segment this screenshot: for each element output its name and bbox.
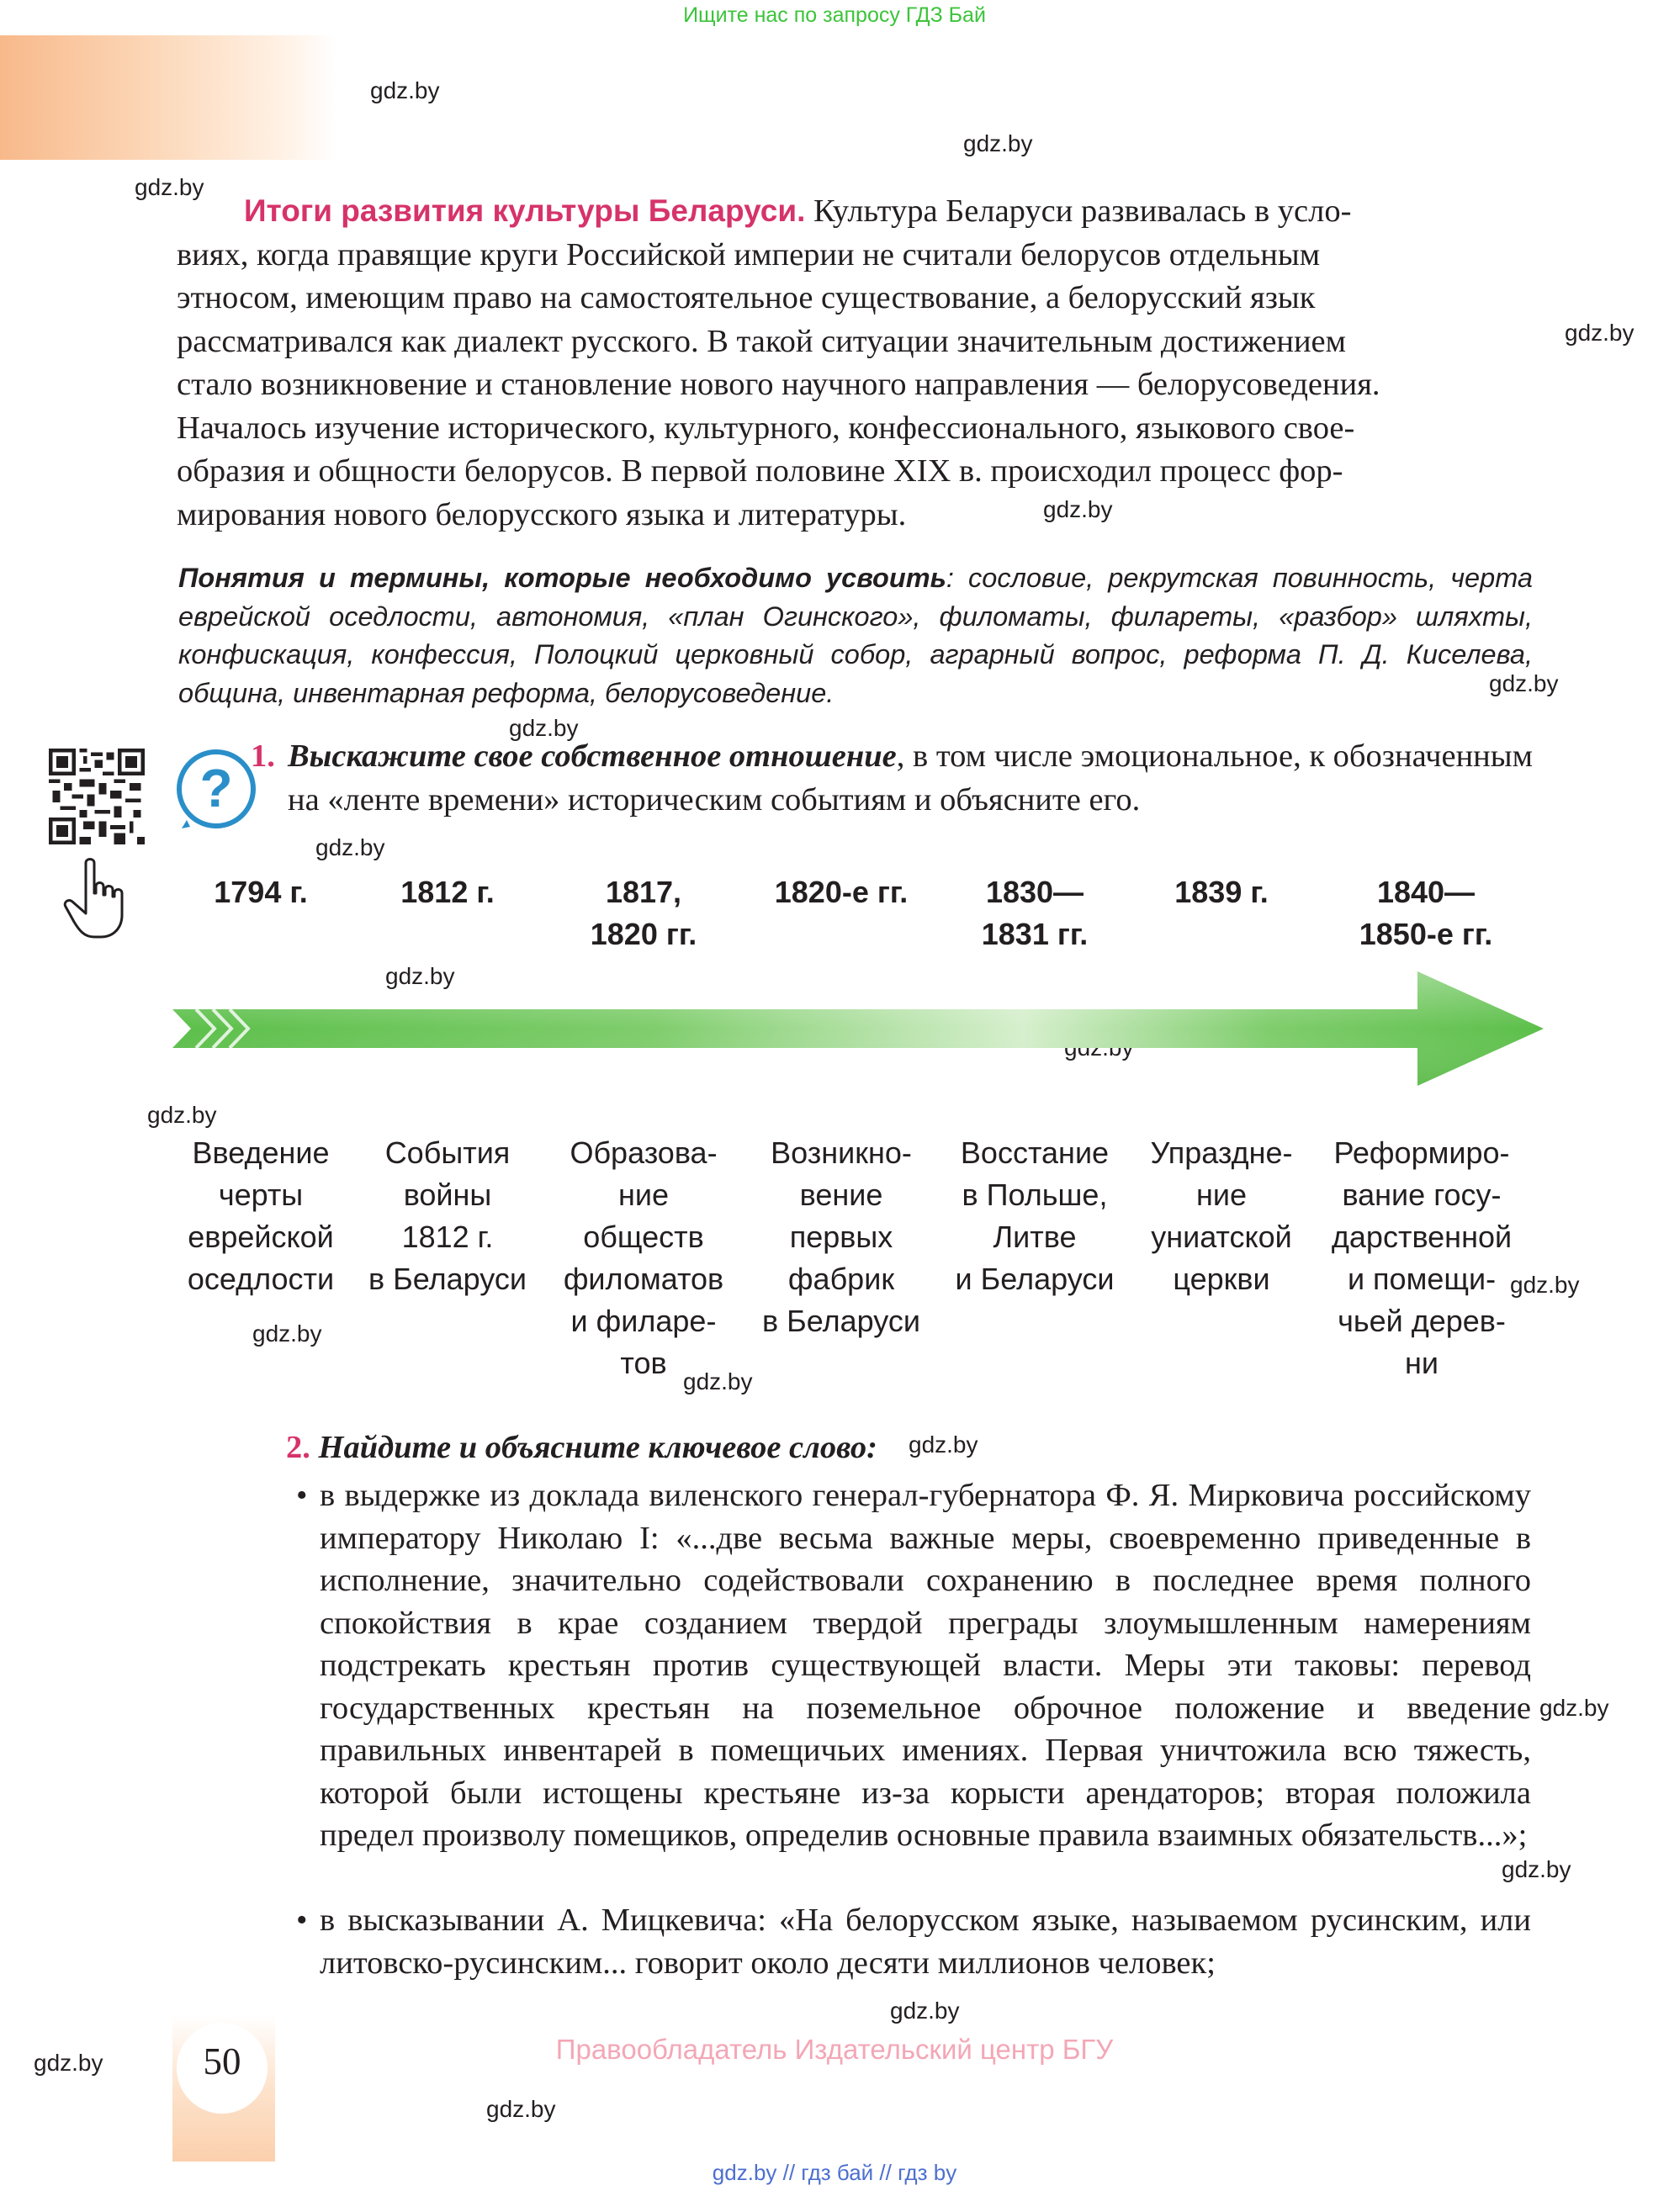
task-2-bullet xyxy=(296,1899,1531,1984)
section-line: Культура Беларуси развивалась в усло- xyxy=(813,193,1352,229)
section-line: виях, когда правящие круги Российской империи не считали белорусов отдельным xyxy=(177,236,1321,273)
watermark: gdz.by xyxy=(252,1320,322,1347)
svg-text:?: ? xyxy=(199,758,233,818)
task-1 xyxy=(251,734,1534,822)
task-2-title: Найдите и объясните ключевое слово: xyxy=(318,1430,877,1465)
watermark: gdz.by xyxy=(315,834,385,860)
timeline-year: 1820-е гг. xyxy=(774,875,909,909)
bullet-icon: • xyxy=(296,1478,308,1513)
timeline-event: События войны 1812 г. в Беларуси xyxy=(368,1135,527,1296)
watermark: gdz.by xyxy=(34,2050,103,2076)
task-1-number: 1. xyxy=(251,738,275,774)
section-first-line xyxy=(177,189,1531,234)
section-line: образия и общности белорусов. В первой половине XIX в. происходил процесс фор- xyxy=(177,453,1343,489)
terms-block xyxy=(178,559,1533,712)
bullet-icon: • xyxy=(296,1902,308,1938)
watermark: gdz.by xyxy=(1043,496,1113,522)
watermark: gdz.by xyxy=(1510,1272,1580,1298)
task-2-bullet xyxy=(296,1474,1531,1857)
task-2-bullet-text: в выдержке из доклада виленского генерал-губернатора Ф. Я. Мирковича российскому императору Николаю I: «...две весьма важные меры, своевременно приведенные в исполнение, значительно содействовали сохранению в последнее время полного спокойствия в крае созданием твердой преграды злоумышленным намерениям подстрекать крестьян против существующей власти. Меры эти таковы: перевод государственных крестьян на поземельное оброчное положение и введение правильных инвентарей в помещичьих имениях. Первая уничтожила всю тяжесть, которой были истощены крестьяне из-за корысти арендаторов; вторая положила предел произволу помещиков, определив основные правила взаимных обязательств...»; xyxy=(320,1478,1531,1853)
watermark: gdz.by xyxy=(509,715,579,741)
watermark: gdz.by xyxy=(683,1368,753,1394)
timeline-year: 1840— 1850-е гг. xyxy=(1359,875,1493,951)
timeline-year: 1812 г. xyxy=(400,875,495,909)
watermark: gdz.by xyxy=(1539,1695,1609,1721)
watermark: gdz.by xyxy=(909,1431,978,1458)
qr-code-icon[interactable] xyxy=(49,749,145,844)
terms-label: Понятия и термины, которые необходимо усвоить xyxy=(178,563,946,593)
page-number: 50 xyxy=(203,2040,241,2082)
watermark: gdz.by xyxy=(1489,670,1559,696)
footer-links[interactable]: gdz.by // гдз бай // гдз by xyxy=(712,2160,957,2185)
timeline-event: Возникно- вение первых фабрик в Беларуси xyxy=(762,1135,920,1338)
section-line: стало возникновение и становление нового научного направления — белорусоведения. xyxy=(177,367,1380,402)
terms-text: : сословие, рекрутская повинность, черта еврейской оседлости, автономия, «план Огинского», филоматы, филареты, «разбор» шляхты, конфискация, конфессия, Полоцкий церковный собор, аграрный вопрос, реформа П. Д. Киселева, община, инвентарная реформа, белорусоведение. xyxy=(178,563,1533,708)
top-banner[interactable]: Ищите нас по запросу ГДЗ Бай xyxy=(683,3,986,27)
watermark: gdz.by xyxy=(1565,320,1635,346)
watermark: gdz.by xyxy=(147,1102,217,1128)
timeline-event: Упраздне- ние униатской церкви xyxy=(1150,1135,1293,1296)
timeline-year: 1794 г. xyxy=(214,875,308,909)
task-1-title: Выскажите свое собственное отношение xyxy=(288,738,897,774)
section-line: рассматривался как диалект русского. В такой ситуации значительным достижением xyxy=(177,323,1347,359)
timeline-year: 1839 г. xyxy=(1174,875,1269,909)
watermark: gdz.by xyxy=(1502,1856,1571,1882)
timeline-year: 1830— 1831 гг. xyxy=(981,875,1089,951)
task-2-number: 2. xyxy=(286,1430,310,1465)
question-mark-icon xyxy=(173,746,259,832)
timeline-event: Введение черты еврейской оседлости xyxy=(187,1135,335,1296)
section-heading: Итоги развития культуры Беларуси. xyxy=(244,193,806,228)
timeline-event: Образова- ние обществ филоматов и филаре- тов xyxy=(563,1135,724,1380)
section-line: мирования нового белорусского языка и литературы. xyxy=(177,496,907,532)
hand-pointer-icon xyxy=(61,856,133,940)
watermark: gdz.by xyxy=(890,1998,960,2024)
watermark: gdz.by xyxy=(963,130,1033,156)
watermark: gdz.by xyxy=(486,2096,556,2122)
task-2-bullet-text: в высказывании А. Мицкевича: «На белорусском языке, называемом русинским, или литовско-русинским... говорит около десяти миллионов человек; xyxy=(320,1902,1531,1981)
watermark: gdz.by xyxy=(135,174,204,200)
section-line: Началось изучение исторического, культурного, конфессионального, языкового свое- xyxy=(177,410,1355,446)
watermark: gdz.by xyxy=(370,77,440,103)
section-line: этносом, имеющим право на самостоятельное существование, а белорусский язык xyxy=(177,280,1316,315)
timeline-event: Восстание в Польше, Литве и Беларуси xyxy=(955,1135,1115,1296)
timeline-year: 1817, 1820 гг. xyxy=(590,875,697,951)
timeline-arrow xyxy=(172,971,1544,1086)
section-paragraph xyxy=(177,189,1531,537)
timeline-event: Реформиро- вание госу- дарственной и помещи- чьей дерев- ни xyxy=(1331,1135,1513,1380)
watermark: gdz.by xyxy=(385,963,455,989)
copyright: Правообладатель Издательский центр БГУ xyxy=(555,2034,1114,2065)
task-1-text: , в том числе эмоциональное, к обозначенным на «ленте времени» историческим событиям и объясните его. xyxy=(288,738,1534,818)
corner-decoration xyxy=(0,35,336,160)
task-2-heading xyxy=(286,1426,877,1469)
